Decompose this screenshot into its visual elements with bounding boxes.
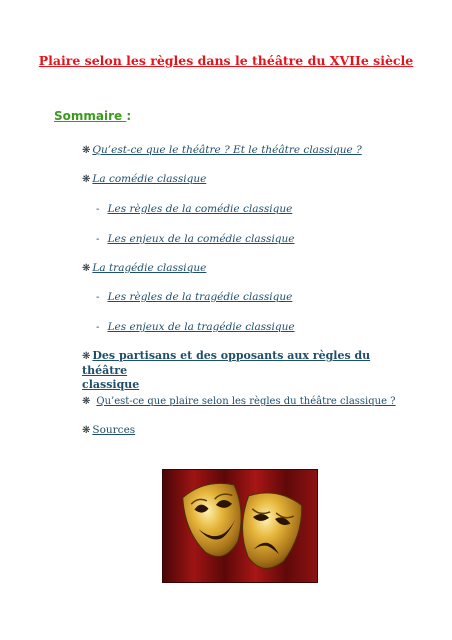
bullet-icon: ❋ xyxy=(82,263,91,274)
toc-link-enjeux-comedie[interactable]: Les enjeux de la comédie classique xyxy=(107,233,295,245)
sommaire-heading xyxy=(54,109,131,123)
toc-subitem-enjeux-tragedie xyxy=(96,320,295,334)
toc-link-sources[interactable]: Sources xyxy=(92,424,136,436)
sommaire-label: Sommaire xyxy=(54,109,127,123)
toc-item-theatre xyxy=(82,143,362,158)
bullet-icon: ❋ xyxy=(82,174,91,185)
dash-marker: - xyxy=(96,291,100,303)
theatre-masks-image xyxy=(162,469,318,583)
bullet-icon: ❋ xyxy=(82,351,91,362)
bullet-icon: ❋ xyxy=(82,396,91,407)
document-title: Plaire selon les règles dans le théâtre du XVIIe siècle xyxy=(38,53,414,68)
theatre-masks-icon xyxy=(163,470,317,582)
toc-subitem-regles-comedie xyxy=(96,202,292,216)
toc-link-tragedie[interactable]: La tragédie classique xyxy=(92,262,207,274)
toc-link-partisans-cont[interactable]: classique xyxy=(82,378,140,391)
toc-item-plaire xyxy=(82,395,396,409)
toc-link-comedie[interactable]: La comédie classique xyxy=(92,173,207,185)
dash-marker: - xyxy=(96,321,100,333)
bullet-icon: ❋ xyxy=(82,145,91,156)
sommaire-colon: : xyxy=(126,109,132,123)
toc-link-partisans[interactable]: Des partisans et des opposants aux règles du théâtre xyxy=(82,349,371,377)
toc-item-sources xyxy=(82,423,135,438)
toc-link-plaire[interactable]: Qu’est-ce que plaire selon les règles du théâtre classique ? xyxy=(96,396,396,407)
toc-subitem-regles-tragedie xyxy=(96,290,292,304)
dash-marker: - xyxy=(96,233,100,245)
toc-link-regles-comedie[interactable]: Les règles de la comédie classique xyxy=(107,203,293,215)
toc-item-comedie xyxy=(82,172,206,187)
toc-link-regles-tragedie[interactable]: Les règles de la tragédie classique xyxy=(107,291,293,303)
toc-link-enjeux-tragedie[interactable]: Les enjeux de la tragédie classique xyxy=(107,321,295,333)
toc-subitem-enjeux-comedie xyxy=(96,232,295,246)
bullet-icon: ❋ xyxy=(82,425,91,436)
toc-item-tragedie xyxy=(82,261,206,276)
dash-marker: - xyxy=(96,203,100,215)
toc-link-theatre[interactable]: Qu’est-ce que le théâtre ? Et le théâtre classique ? xyxy=(92,144,362,156)
toc-item-partisans xyxy=(82,349,402,392)
